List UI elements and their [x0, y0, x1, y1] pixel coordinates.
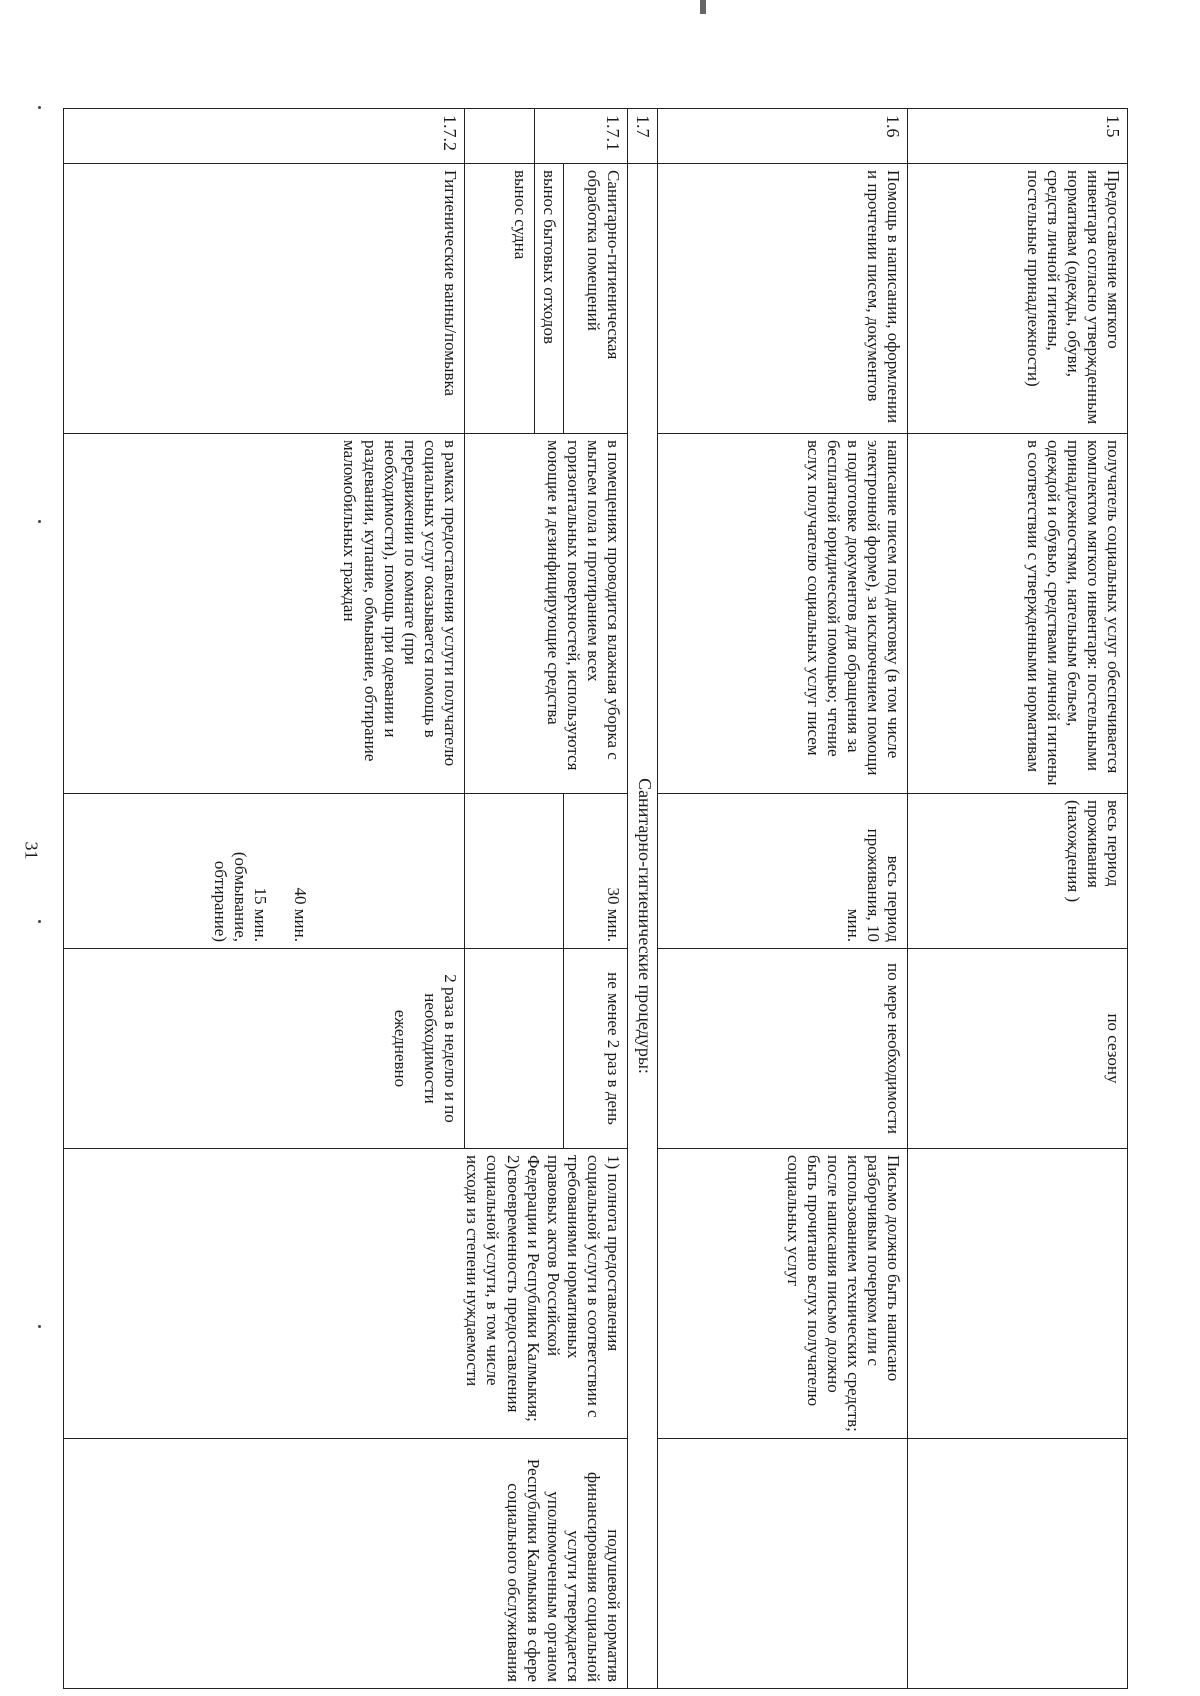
table-row: [563, 109, 627, 1689]
row-number: 1.5: [908, 109, 1128, 164]
service-name: Помощь в написании, оформлении и прочтении писем, документов: [658, 164, 908, 434]
edge-dot: [38, 920, 41, 923]
service-name: Предоставление мягкого инвентаря согласно утвержденным нормативам (одежды, обуви, средств личной гигиены, постельные принадлежности): [908, 164, 1128, 434]
row-number: 1.6: [658, 109, 908, 164]
edge-dot: [38, 1325, 41, 1328]
cost-indicators: [908, 1439, 1128, 1689]
service-frequency: по сезону: [908, 949, 1128, 1149]
cost-indicators: подушевой норматив финансирования социальной услуги утверждается уполномоченным органом Республики Калмыкия в сфере социального обслуживания: [63, 1439, 627, 1689]
edge-dot: [38, 106, 41, 109]
cost-indicators: [658, 1439, 908, 1689]
edge-dot: [38, 520, 41, 523]
service-name: Санитарно-гигиеническая обработка помещений: [563, 164, 627, 434]
service-frequency: по мере необходимости: [658, 949, 908, 1149]
service-time: весь период проживания, 10 мин.: [658, 794, 908, 949]
service-description: получатель социальных услуг обеспечивается комплектом мягкого инвентаря: постельными принадлежностями, нательным бельем, одеждой и обувью, средствами личной гигиены в соответствии с утвержденными нормативам: [908, 434, 1128, 794]
quality-indicators: [908, 1149, 1128, 1439]
frequency-secondary: ежедневно: [390, 1009, 410, 1088]
service-description: в помещениях проводится влажная уборка с мытьем пола и протиранием всех горизонтальных поверхностей, используются моющие и дезинфицирующие средства: [464, 434, 627, 794]
section-title: Санитарно-гигиенические процедуры:: [627, 164, 657, 1689]
service-description: в рамках предоставления услуги получателю социальных услуг оказывается помощь в передвижении по комнате (при необходимости), помощь при одевании и раздевании, купание, обмывание, обтирание маломобильных граждан: [63, 434, 464, 794]
service-frequency: не менее 2 раз в день: [563, 949, 627, 1149]
row-number-empty: [464, 109, 534, 164]
scan-mark: [700, 0, 706, 14]
row-number: 1.7: [627, 109, 657, 164]
table-row: [658, 109, 908, 1689]
time-secondary: 15 мин. (обмывание, обтирание): [210, 851, 270, 942]
page-number: 31: [21, 841, 42, 860]
service-subitem: вынос бытовых отходов: [534, 164, 563, 434]
service-time: [63, 794, 464, 949]
quality-indicators: Письмо должно быть написано разборчивым почерком или с использованием технических средств; после написания письмо должно быть прочитано вслух получателю социальных услуг: [658, 1149, 908, 1439]
service-subitem: вынос судна: [464, 164, 534, 434]
frequency-primary: 2 раза в неделю и по необходимости: [420, 974, 460, 1123]
service-time: весь период проживания (нахождения ): [908, 794, 1128, 949]
service-time-empty: [464, 794, 563, 949]
service-description: написание писем под диктовку (в том числе электронной форме), за исключением помощи в подготовке документов для обращения за бесплатной юридической помощью; чтение вслух получателю социальных услуг писем: [658, 434, 908, 794]
service-time: 30 мин.: [563, 794, 627, 949]
time-primary: 40 мин.: [290, 887, 310, 942]
section-row: [627, 109, 657, 1689]
rotated-table-wrapper: [75, 108, 1128, 1688]
table-row: [908, 109, 1128, 1689]
row-number: 1.7.2: [63, 109, 464, 164]
services-table: [63, 108, 1128, 1689]
quality-indicators: 1) полнота предоставления социальной услуги в соответствии с требованиями нормативных правовых актов Российской Федерации и Республики Калмыкия; 2)своевременность предоставления социальной услуги, в том числе исходя из степени нуждаемости: [63, 1149, 627, 1439]
row-number: 1.7.1: [534, 109, 627, 164]
service-frequency: [63, 949, 464, 1149]
service-frequency-empty: [464, 949, 563, 1149]
service-name: Гигиенические ванны/помывка: [63, 164, 464, 434]
